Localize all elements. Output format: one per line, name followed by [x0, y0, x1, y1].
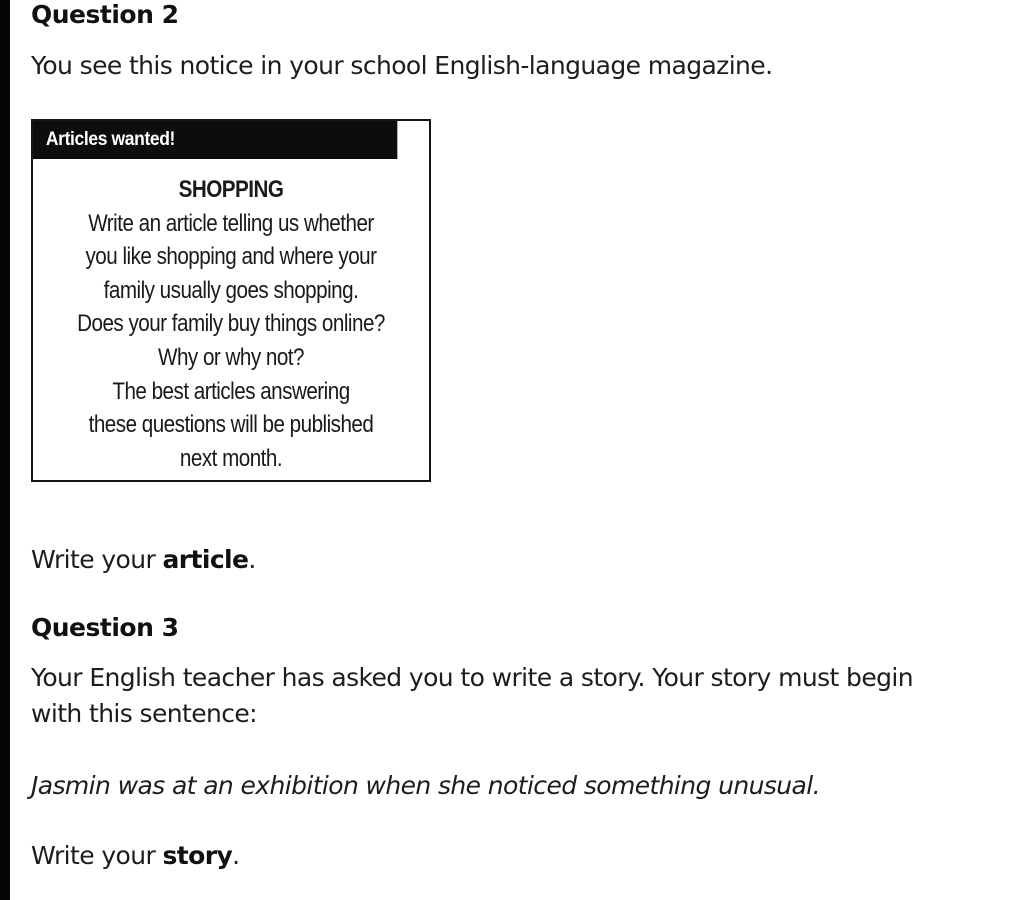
page-left-edge — [0, 0, 10, 900]
task-keyword-article: article — [162, 545, 249, 574]
task-suffix: . — [248, 545, 256, 574]
notice-line: family usually goes shopping. — [103, 276, 359, 304]
notice-line: these questions will be published — [88, 411, 374, 439]
notice-line: next month. — [179, 444, 283, 472]
notice-line: Write an article telling us whether — [88, 209, 374, 237]
question-2-heading: Question 2 — [31, 0, 179, 29]
notice-line: Why or why not? — [158, 343, 304, 371]
question-3-heading: Question 3 — [31, 613, 179, 642]
notice-line: you like shopping and where your — [85, 243, 377, 271]
notice-line: Does your family buy things online? — [77, 310, 385, 338]
notice-body — [33, 159, 429, 475]
notice-title: SHOPPING — [178, 176, 284, 203]
prompt-line-2: with this sentence: — [31, 699, 257, 729]
opening-sentence: Jasmin was at an exhibition when she noticed something unusual. — [31, 771, 820, 800]
question-2-intro: You see this notice in your school English-language magazine. — [31, 51, 773, 80]
notice-header: Articles wanted! — [33, 121, 397, 159]
notice-box — [31, 119, 431, 482]
question-2-task — [31, 542, 256, 578]
task-prefix: Write your — [31, 841, 163, 870]
question-3-task — [31, 838, 240, 874]
notice-line: The best articles answering — [112, 377, 350, 405]
prompt-line-1: Your English teacher has asked you to write a story. Your story must begin — [31, 663, 913, 692]
task-prefix: Write your — [31, 545, 163, 574]
task-keyword-story: story — [162, 841, 233, 870]
question-3-prompt — [31, 660, 1011, 733]
task-suffix: . — [232, 841, 240, 870]
